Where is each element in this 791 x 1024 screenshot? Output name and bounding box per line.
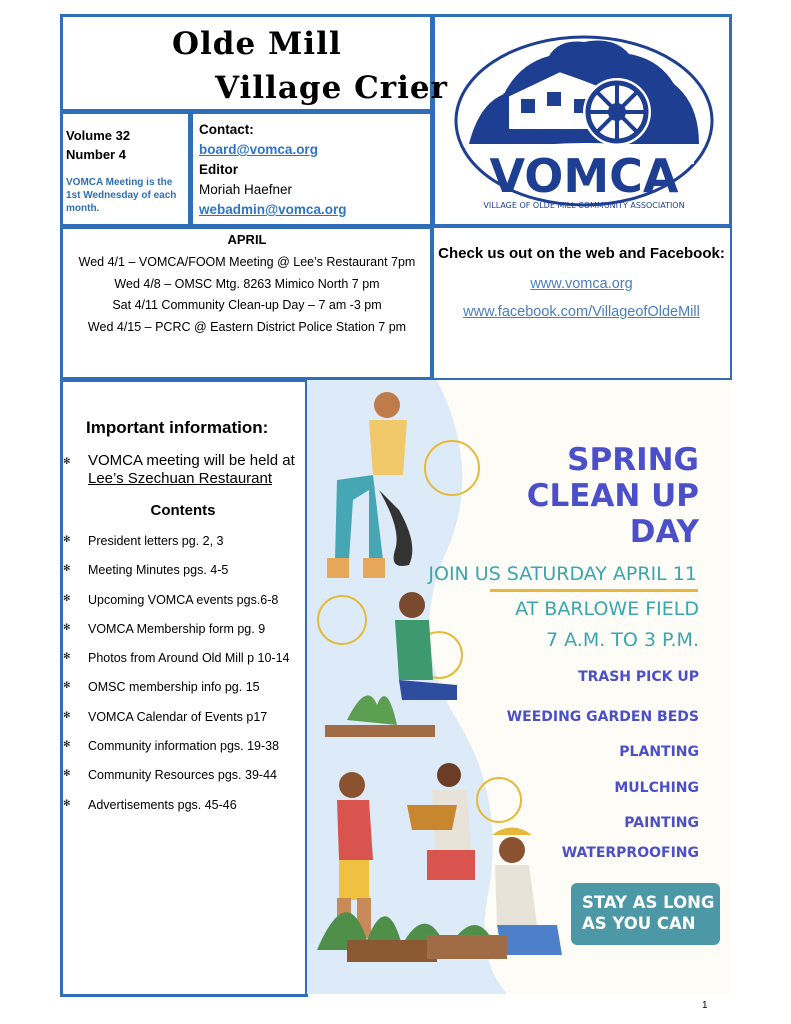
web-heading: Check us out on the web and Facebook: bbox=[438, 245, 725, 262]
poster-task: PLANTING bbox=[619, 744, 699, 760]
contents-item-label: VOMCA Membership form pg. 9 bbox=[88, 621, 266, 636]
contents-item bbox=[63, 563, 290, 592]
meeting-note: VOMCA Meeting is the 1st Wednesday of each month. bbox=[66, 177, 177, 214]
vomca-logo bbox=[449, 24, 719, 214]
bullet-star-icon: ✻ bbox=[63, 563, 71, 574]
bullet-star-icon: ✻ bbox=[63, 768, 71, 779]
event-item: Sat 4/11 Community Clean-up Day – 7 am -3 pm bbox=[112, 298, 382, 312]
contents-item bbox=[63, 710, 290, 739]
april-heading: APRIL bbox=[227, 232, 267, 247]
editor-label: Editor bbox=[199, 162, 238, 177]
poster-line-cleanup: CLEAN UP bbox=[526, 478, 699, 514]
contents-item-label: Community information pgs. 19-38 bbox=[88, 739, 280, 754]
contents-item bbox=[63, 534, 290, 563]
contents-item bbox=[63, 739, 290, 768]
bullet-star-icon: ✻ bbox=[63, 739, 71, 750]
important-bullet bbox=[63, 452, 303, 488]
bullet-star-icon: ✻ bbox=[63, 651, 71, 662]
important-title: Important information: bbox=[86, 418, 269, 437]
poster-task: PAINTING bbox=[624, 815, 699, 831]
contents-item bbox=[63, 680, 290, 709]
contents-item-label: Upcoming VOMCA events pgs.6-8 bbox=[88, 592, 279, 607]
masthead-title-line1: Olde Mill bbox=[172, 26, 342, 62]
contents-item bbox=[63, 798, 290, 827]
restaurant-link[interactable]: Lee’s Szechuan Restaurant bbox=[88, 470, 273, 487]
facebook-link[interactable]: www.facebook.com/VillageofOldeMill bbox=[463, 304, 700, 320]
editor-name: Moriah Haefner bbox=[199, 182, 293, 197]
logo-wordmark: VOMCA bbox=[489, 149, 679, 203]
contents-item-label: Photos from Around Old Mill p 10-14 bbox=[88, 651, 290, 666]
poster-task: MULCHING bbox=[614, 780, 699, 796]
poster-headline bbox=[527, 442, 699, 550]
website-link[interactable]: www.vomca.org bbox=[530, 276, 633, 292]
poster-underline bbox=[490, 589, 698, 592]
bullet-text: VOMCA meeting will be held at bbox=[88, 452, 295, 469]
masthead-title-line2: Village Crier bbox=[215, 70, 448, 106]
contents-item bbox=[63, 768, 290, 797]
contents-list bbox=[63, 534, 290, 827]
event-item: Wed 4/1 – VOMCA/FOOM Meeting @ Lee’s Restaurant 7pm bbox=[78, 255, 416, 269]
contents-item-label: Community Resources pgs. 39-44 bbox=[88, 768, 277, 783]
poster-join: JOIN US SATURDAY APRIL 11 bbox=[428, 563, 697, 585]
bullet-star-icon: ✻ bbox=[63, 709, 71, 720]
bullet-star-icon: ✻ bbox=[63, 680, 71, 691]
web-links bbox=[435, 246, 728, 320]
april-events bbox=[61, 232, 433, 338]
contents-item bbox=[63, 651, 290, 680]
issue-number: Number 4 bbox=[66, 147, 126, 162]
poster-time: 7 A.M. TO 3 P.M. bbox=[545, 629, 699, 651]
contents-item bbox=[63, 593, 290, 622]
bullet-star-icon: ✻ bbox=[63, 621, 71, 632]
stay-line1: STAY AS LONG bbox=[582, 893, 715, 912]
issue-info bbox=[66, 126, 130, 164]
volume: Volume 32 bbox=[66, 128, 131, 143]
contents-item-label: President letters pg. 2, 3 bbox=[88, 534, 224, 548]
spring-cleanup-poster bbox=[307, 380, 731, 994]
poster-task: WEEDING GARDEN BEDS bbox=[506, 709, 699, 725]
event-item: Wed 4/8 – OMSC Mtg. 8263 Mimico North 7 pm bbox=[114, 276, 380, 291]
webadmin-email-link[interactable]: webadmin@vomca.org bbox=[199, 202, 347, 217]
contents-item bbox=[63, 622, 290, 651]
poster-task: TRASH PICK UP bbox=[578, 669, 699, 685]
stay-line2: AS YOU CAN bbox=[582, 914, 696, 933]
contents-title: Contents bbox=[150, 502, 216, 519]
contact-info bbox=[199, 120, 346, 220]
bullet-star-icon: ✻ bbox=[63, 456, 71, 466]
bullet-star-icon: ✻ bbox=[63, 534, 71, 544]
board-email-link[interactable]: board@vomca.org bbox=[199, 142, 318, 157]
poster-task: WATERPROOFING bbox=[561, 845, 699, 861]
contents-item-label: OMSC membership info pg. 15 bbox=[88, 680, 260, 695]
poster-line-spring: SPRING bbox=[567, 442, 699, 478]
page-number: 1 bbox=[702, 1000, 708, 1011]
poster-line-day: DAY bbox=[629, 514, 699, 550]
contents-item-label: Advertisements pgs. 45-46 bbox=[88, 797, 237, 812]
logo-fullname: VILLAGE OF OLDE MILL COMMUNITY ASSOCIATION bbox=[483, 201, 685, 210]
bullet-star-icon: ✻ bbox=[63, 797, 71, 808]
contact-label: Contact: bbox=[199, 122, 254, 137]
poster-location: AT BARLOWE FIELD bbox=[515, 598, 699, 620]
contents-item-label: VOMCA Calendar of Events p17 bbox=[88, 709, 268, 724]
bullet-star-icon: ✻ bbox=[63, 592, 71, 603]
event-item: Wed 4/15 – PCRC @ Eastern District Police Station 7 pm bbox=[87, 319, 407, 334]
stay-banner bbox=[571, 883, 720, 945]
contents-item-label: Meeting Minutes pgs. 4-5 bbox=[88, 563, 229, 578]
